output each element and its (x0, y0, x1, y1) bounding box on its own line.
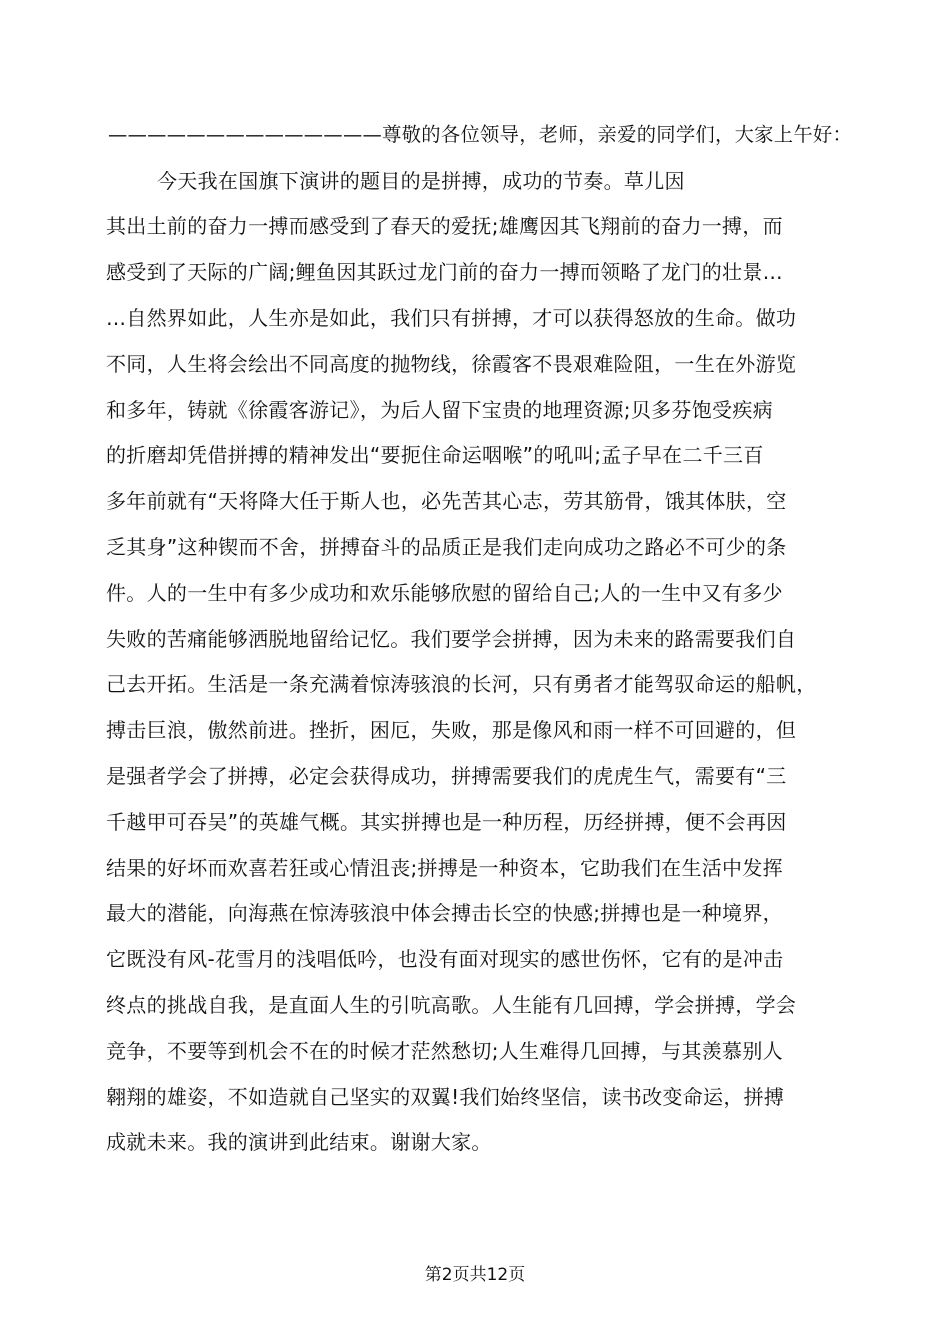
paragraph-line: 感受到了天际的广阔;鲤鱼因其跃过龙门前的奋力一搏而领略了龙门的壮景… (106, 260, 783, 284)
paragraph-line: 结果的好坏而欢喜若狂或心情沮丧;拼搏是一种资本，它助我们在生活中发挥 (106, 856, 783, 880)
paragraph-line: 它既没有风-花雪月的浅唱低吟，也没有面对现实的感世伤怀，它有的是冲击 (106, 947, 784, 971)
paragraph-line: 和多年，铸就《徐霞客游记》，为后人留下宝贵的地理资源;贝多芬饱受疾病 (106, 398, 773, 422)
paragraph-line: 失败的苦痛能够洒脱地留给记忆。我们要学会拼搏，因为未来的路需要我们自 (106, 627, 797, 651)
paragraph-line: 乏其身”这种锲而不舍，拼搏奋斗的品质正是我们走向成功之路必不可少的条 (106, 535, 787, 559)
paragraph-line: 多年前就有“天将降大任于斯人也，必先苦其心志，劳其筋骨，饿其体肤，空 (106, 489, 787, 513)
paragraph-line: 己去开拓。生活是一条充满着惊涛骇浪的长河，只有勇者才能驾驭命运的船帆， (106, 672, 817, 696)
paragraph-line: 最大的潜能，向海燕在惊涛骇浪中体会搏击长空的快感;拼搏也是一种境界， (106, 901, 783, 925)
paragraph-line: 终点的挑战自我，是直面人生的引吭高歌。人生能有几回搏，学会拼搏，学会 (106, 993, 797, 1017)
paragraph-line: 成就未来。我的演讲到此结束。谢谢大家。 (106, 1130, 492, 1154)
greeting-line: ——————————————尊敬的各位领导，老师，亲爱的同学们，大家上午好： (108, 123, 853, 146)
paragraph-line: 件。人的一生中有多少成功和欢乐能够欣慰的留给自己;人的一生中又有多少 (106, 581, 783, 605)
paragraph-line: …自然界如此，人生亦是如此，我们只有拼搏，才可以获得怒放的生命。做功 (106, 306, 797, 330)
paragraph-line: 翱翔的雄姿，不如造就自己坚实的双翼!我们始终坚信，读书改变命运，拼搏 (106, 1085, 785, 1109)
paragraph-line: 不同，人生将会绘出不同高度的抛物线，徐霞客不畏艰难险阻，一生在外游览 (106, 352, 797, 376)
paragraph-line: 竞争，不要等到机会不在的时候才茫然愁切;人生难得几回搏，与其羡慕别人 (106, 1039, 783, 1063)
paragraph-line: 的折磨却凭借拼搏的精神发出“要扼住命运咽喉”的吼叫;孟子早在二千三百 (106, 443, 764, 467)
paragraph-line: 其出土前的奋力一搏而感受到了春天的爱抚;雄鹰因其飞翔前的奋力一搏，而 (106, 214, 783, 238)
page-number-footer: 第2页共12页 (424, 1265, 526, 1285)
paragraph-line: 搏击巨浪，傲然前进。挫折，困厄，失败，那是像风和雨一样不可回避的，但 (106, 718, 797, 742)
paragraph-line: 是强者学会了拼搏，必定会获得成功，拼搏需要我们的虎虎生气，需要有“三 (106, 764, 787, 788)
paragraph-line: 今天我在国旗下演讲的题目的是拼搏，成功的节奏。草儿因 (157, 169, 685, 193)
paragraph-line: 千越甲可吞吴”的英雄气概。其实拼搏也是一种历程，历经拼搏，便不会再因 (106, 810, 787, 834)
